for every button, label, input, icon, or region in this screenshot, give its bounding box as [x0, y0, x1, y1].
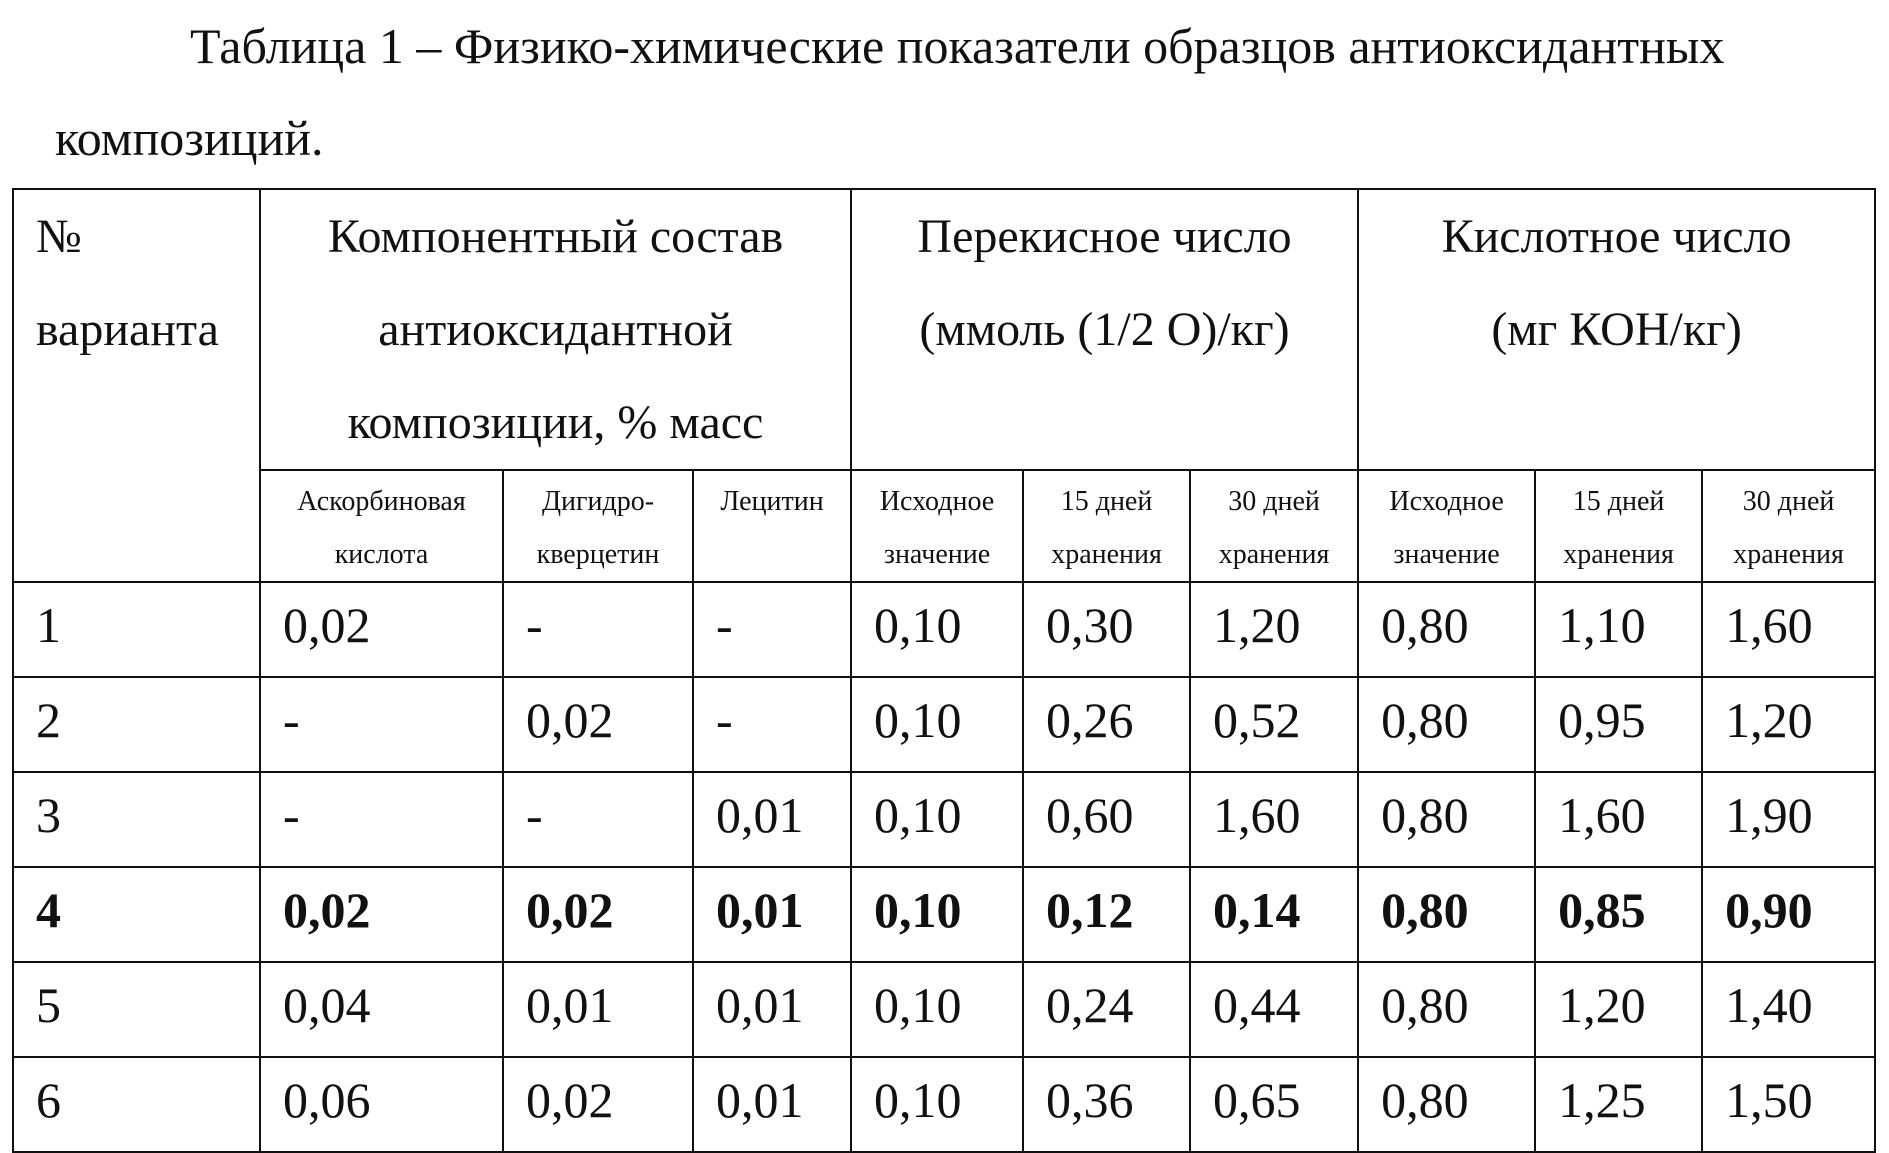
acid-15-days-cell: 1,20	[1535, 962, 1702, 1057]
table-caption	[55, 0, 1855, 184]
peroxide-30-days-cell: 0,65	[1190, 1057, 1358, 1152]
lecithin-header: Лецитин	[693, 470, 851, 582]
acid-30-days-cell: 0,90	[1702, 867, 1875, 962]
acid-initial-cell: 0,80	[1358, 1057, 1535, 1152]
acid-group-header: Кислотное число (мг КОН/кг)	[1358, 189, 1875, 470]
peroxide-initial-cell: 0,10	[851, 677, 1023, 772]
dihydroquercetin-cell: 0,02	[503, 1057, 693, 1152]
ascorbic-acid-cell: -	[260, 677, 503, 772]
acid-30-days-cell: 1,40	[1702, 962, 1875, 1057]
peroxide-initial-cell: 0,10	[851, 1057, 1023, 1152]
ascorbic-acid-cell: -	[260, 772, 503, 867]
variant-number-cell: 5	[13, 962, 260, 1057]
acid-30-days-header: 30 дней хранения	[1702, 470, 1875, 582]
lecithin-cell: 0,01	[693, 1057, 851, 1152]
table-row	[13, 677, 1875, 772]
lecithin-cell: 0,01	[693, 772, 851, 867]
dihydroquercetin-cell: 0,01	[503, 962, 693, 1057]
acid-initial-cell: 0,80	[1358, 677, 1535, 772]
variant-number-cell: 6	[13, 1057, 260, 1152]
lecithin-cell: -	[693, 582, 851, 677]
lecithin-cell: 0,01	[693, 867, 851, 962]
acid-30-days-cell: 1,90	[1702, 772, 1875, 867]
caption-line-1: Таблица 1 – Физико-химические показатели образцов антиоксидантных	[190, 18, 1725, 74]
peroxide-30-days-cell: 0,52	[1190, 677, 1358, 772]
acid-30-days-cell: 1,60	[1702, 582, 1875, 677]
header-row-groups	[13, 189, 1875, 470]
acid-15-days-header: 15 дней хранения	[1535, 470, 1702, 582]
variant-number-header: № варианта	[13, 189, 260, 582]
acid-30-days-cell: 1,50	[1702, 1057, 1875, 1152]
acid-15-days-cell: 0,85	[1535, 867, 1702, 962]
peroxide-15-days-cell: 0,30	[1023, 582, 1190, 677]
table-row	[13, 582, 1875, 677]
peroxide-15-days-cell: 0,12	[1023, 867, 1190, 962]
acid-initial-header: Исходное значение	[1358, 470, 1535, 582]
acid-15-days-cell: 1,25	[1535, 1057, 1702, 1152]
ascorbic-acid-cell: 0,06	[260, 1057, 503, 1152]
ascorbic-acid-cell: 0,04	[260, 962, 503, 1057]
variant-number-cell: 3	[13, 772, 260, 867]
table-row	[13, 1057, 1875, 1152]
lecithin-cell: 0,01	[693, 962, 851, 1057]
variant-number-cell: 2	[13, 677, 260, 772]
peroxide-group-header: Перекисное число (ммоль (1/2 О)/кг)	[851, 189, 1358, 470]
table-row	[13, 867, 1875, 962]
variant-number-cell: 1	[13, 582, 260, 677]
peroxide-initial-cell: 0,10	[851, 772, 1023, 867]
header-row-subcolumns	[13, 470, 1875, 582]
dihydroquercetin-cell: -	[503, 582, 693, 677]
ascorbic-acid-header: Аскорбиновая кислота	[260, 470, 503, 582]
peroxide-30-days-cell: 1,20	[1190, 582, 1358, 677]
composition-group-header: Компонентный состав антиоксидантной композиции, % масс	[260, 189, 851, 470]
acid-initial-cell: 0,80	[1358, 962, 1535, 1057]
table-row	[13, 772, 1875, 867]
peroxide-30-days-cell: 0,44	[1190, 962, 1358, 1057]
peroxide-30-days-cell: 1,60	[1190, 772, 1358, 867]
dihydroquercetin-header: Дигидро- кверцетин	[503, 470, 693, 582]
ascorbic-acid-cell: 0,02	[260, 867, 503, 962]
peroxide-initial-header: Исходное значение	[851, 470, 1023, 582]
peroxide-15-days-header: 15 дней хранения	[1023, 470, 1190, 582]
peroxide-30-days-header: 30 дней хранения	[1190, 470, 1358, 582]
variant-number-cell: 4	[13, 867, 260, 962]
peroxide-initial-cell: 0,10	[851, 582, 1023, 677]
dihydroquercetin-cell: 0,02	[503, 867, 693, 962]
acid-initial-cell: 0,80	[1358, 582, 1535, 677]
acid-15-days-cell: 1,10	[1535, 582, 1702, 677]
table-row	[13, 962, 1875, 1057]
dihydroquercetin-cell: -	[503, 772, 693, 867]
acid-30-days-cell: 1,20	[1702, 677, 1875, 772]
acid-15-days-cell: 1,60	[1535, 772, 1702, 867]
peroxide-15-days-cell: 0,36	[1023, 1057, 1190, 1152]
table-body	[13, 582, 1875, 1152]
peroxide-initial-cell: 0,10	[851, 867, 1023, 962]
acid-initial-cell: 0,80	[1358, 867, 1535, 962]
peroxide-15-days-cell: 0,60	[1023, 772, 1190, 867]
acid-initial-cell: 0,80	[1358, 772, 1535, 867]
dihydroquercetin-cell: 0,02	[503, 677, 693, 772]
peroxide-initial-cell: 0,10	[851, 962, 1023, 1057]
peroxide-15-days-cell: 0,26	[1023, 677, 1190, 772]
peroxide-15-days-cell: 0,24	[1023, 962, 1190, 1057]
caption-line-2: композиций.	[55, 110, 324, 166]
acid-15-days-cell: 0,95	[1535, 677, 1702, 772]
ascorbic-acid-cell: 0,02	[260, 582, 503, 677]
peroxide-30-days-cell: 0,14	[1190, 867, 1358, 962]
lecithin-cell: -	[693, 677, 851, 772]
physicochemical-table	[12, 188, 1876, 1153]
